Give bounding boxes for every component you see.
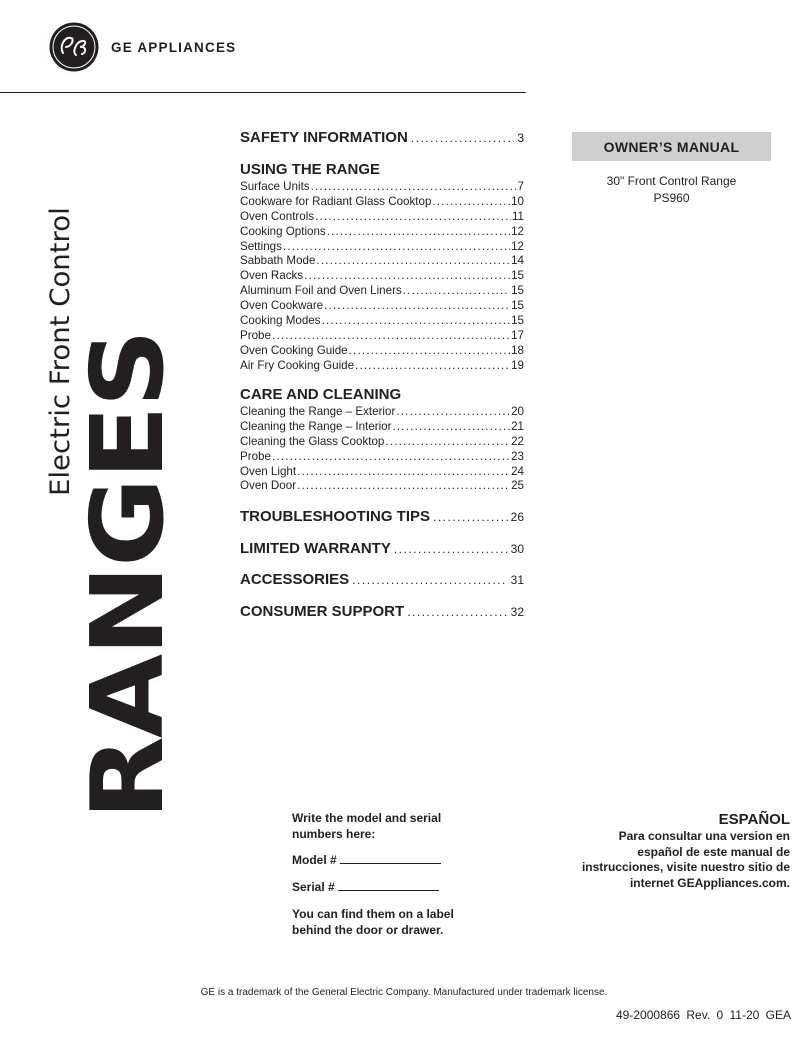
toc-page-number: 12 bbox=[511, 224, 524, 238]
toc-leader bbox=[392, 420, 510, 433]
toc-items-care-cleaning bbox=[240, 405, 524, 494]
toc-item-label: Cleaning the Range – Interior bbox=[240, 419, 392, 433]
toc-leader bbox=[272, 450, 510, 463]
toc-item-label: Cooking Modes bbox=[240, 314, 321, 328]
toc-page-number: 30 bbox=[510, 542, 524, 556]
toc-item[interactable] bbox=[240, 269, 524, 284]
toc-item[interactable] bbox=[240, 240, 524, 255]
espanol-line: instrucciones, visite nuestro sitio de bbox=[581, 860, 790, 874]
toc-section-consumer-support[interactable] bbox=[240, 603, 524, 620]
espanol-body bbox=[550, 829, 790, 891]
toc-section-accessories[interactable] bbox=[240, 571, 524, 588]
ge-logo bbox=[49, 22, 99, 72]
serial-number-field bbox=[292, 880, 439, 894]
toc-leader bbox=[349, 344, 510, 357]
toc-item-label: Probe bbox=[240, 328, 271, 342]
toc-section-care-cleaning[interactable]: CARE AND CLEANING bbox=[240, 386, 402, 403]
toc-leader bbox=[407, 605, 507, 619]
trademark-notice: GE is a trademark of the General Electric Company. Manufactured under trademark license. bbox=[200, 987, 608, 998]
toc-page-number: 17 bbox=[511, 328, 524, 342]
toc-page-number: 22 bbox=[511, 434, 524, 448]
toc-item[interactable] bbox=[240, 314, 524, 329]
toc-page-number: 26 bbox=[510, 510, 524, 524]
toc-page-number: 10 bbox=[511, 194, 524, 208]
toc-page-number: 25 bbox=[511, 479, 524, 493]
brand-name: GE APPLIANCES bbox=[111, 40, 237, 55]
document-number: 49-2000866 Rev. 0 11-20 GEA bbox=[616, 1008, 791, 1022]
toc-page-number: 15 bbox=[511, 269, 524, 283]
cover-subtitle: Electric Front Control bbox=[45, 207, 76, 496]
toc-leader bbox=[272, 329, 510, 342]
toc-leader bbox=[385, 435, 510, 448]
record-note-line: You can find them on a label bbox=[292, 907, 454, 921]
toc-section-title: CONSUMER SUPPORT bbox=[240, 603, 405, 620]
toc-page-number: 31 bbox=[510, 573, 524, 587]
toc-page-number: 32 bbox=[510, 605, 524, 619]
model-number-field bbox=[292, 853, 441, 867]
toc-page-number: 14 bbox=[511, 254, 524, 268]
toc-item-label: Oven Cooking Guide bbox=[240, 343, 348, 357]
toc-section-title: LIMITED WARRANTY bbox=[240, 540, 391, 557]
toc-item[interactable] bbox=[240, 195, 524, 210]
toc-item[interactable] bbox=[240, 405, 524, 420]
record-intro-line: Write the model and serial bbox=[292, 811, 442, 825]
toc-item[interactable] bbox=[240, 225, 524, 240]
product-line: 30" Front Control Range bbox=[606, 174, 737, 188]
toc-leader bbox=[322, 314, 511, 327]
toc-section-title: ACCESSORIES bbox=[240, 571, 350, 588]
toc-item-label: Settings bbox=[240, 239, 282, 253]
toc-leader bbox=[283, 240, 510, 253]
toc-item[interactable] bbox=[240, 210, 524, 225]
toc-leader bbox=[355, 359, 510, 372]
espanol-line: Para consultar una version en bbox=[618, 829, 790, 843]
toc-item[interactable] bbox=[240, 329, 524, 344]
toc-leader bbox=[324, 299, 510, 312]
toc-page-number: 19 bbox=[511, 358, 524, 372]
toc-item-label: Cleaning the Range – Exterior bbox=[240, 405, 396, 418]
record-intro-line: numbers here: bbox=[292, 826, 376, 841]
toc-leader bbox=[394, 542, 508, 556]
toc-item[interactable] bbox=[240, 180, 524, 195]
toc-page-number: 11 bbox=[511, 209, 524, 223]
toc-item[interactable] bbox=[240, 450, 524, 465]
toc-section-safety[interactable] bbox=[240, 129, 524, 146]
model-label: Model # bbox=[292, 853, 337, 867]
model-number: PS960 bbox=[653, 191, 690, 205]
toc-leader bbox=[352, 573, 507, 587]
toc-leader bbox=[304, 269, 510, 282]
toc-item-label: Oven Door bbox=[240, 479, 297, 493]
toc-item-label: Cleaning the Glass Cooktop bbox=[240, 434, 385, 448]
toc-item-label: Air Fry Cooking Guide bbox=[240, 358, 355, 372]
toc-item[interactable] bbox=[240, 344, 524, 359]
serial-label: Serial # bbox=[292, 880, 335, 894]
toc-section-title: TROUBLESHOOTING TIPS bbox=[240, 508, 431, 525]
toc-item[interactable] bbox=[240, 284, 524, 299]
toc-page-number: 15 bbox=[511, 299, 524, 313]
toc-leader bbox=[396, 405, 510, 418]
toc-item-label: Surface Units bbox=[240, 180, 310, 193]
model-blank-line bbox=[340, 853, 441, 864]
toc-page-number: 3 bbox=[517, 131, 524, 145]
toc-leader bbox=[403, 284, 510, 297]
toc-page-number: 24 bbox=[511, 464, 524, 478]
toc-item-label: Sabbath Mode bbox=[240, 254, 316, 268]
toc-page-number: 18 bbox=[511, 343, 524, 357]
toc-leader bbox=[297, 479, 510, 492]
toc-item-label: Probe bbox=[240, 449, 271, 463]
toc-page-number: 7 bbox=[517, 180, 524, 193]
owners-manual-badge: OWNER’S MANUAL bbox=[572, 132, 771, 161]
toc-page-number: 20 bbox=[511, 405, 524, 418]
cover-title: RANGES bbox=[69, 331, 186, 820]
product-description bbox=[572, 173, 771, 207]
toc-item[interactable] bbox=[240, 465, 524, 480]
toc-item[interactable] bbox=[240, 254, 524, 269]
toc-section-warranty[interactable] bbox=[240, 540, 524, 557]
toc-leader bbox=[316, 254, 510, 267]
header-divider bbox=[0, 92, 526, 93]
toc-leader bbox=[433, 510, 508, 524]
espanol-title: ESPAÑOL bbox=[718, 811, 790, 828]
record-instructions bbox=[292, 811, 441, 842]
toc-page-number: 15 bbox=[511, 314, 524, 328]
toc-item-label: Cooking Options bbox=[240, 224, 326, 238]
toc-leader bbox=[432, 195, 510, 208]
toc-leader bbox=[311, 180, 517, 193]
toc-leader bbox=[315, 210, 511, 223]
toc-page-number: 15 bbox=[511, 284, 524, 298]
toc-item[interactable] bbox=[240, 435, 524, 450]
record-note bbox=[292, 907, 454, 938]
toc-item[interactable] bbox=[240, 359, 524, 374]
toc-item-label: Oven Controls bbox=[240, 209, 315, 223]
toc-item-label: Oven Cookware bbox=[240, 299, 324, 313]
toc-leader bbox=[411, 131, 515, 145]
toc-item[interactable] bbox=[240, 420, 524, 435]
toc-leader bbox=[327, 225, 510, 238]
toc-section-title: SAFETY INFORMATION bbox=[240, 129, 408, 146]
toc-item-label: Aluminum Foil and Oven Liners bbox=[240, 284, 402, 298]
toc-items-using-range bbox=[240, 180, 524, 374]
espanol-line: internet GEAppliances.com. bbox=[629, 875, 790, 890]
toc-item-label: Oven Light bbox=[240, 464, 297, 478]
serial-blank-line bbox=[338, 880, 439, 891]
toc-section-troubleshooting[interactable] bbox=[240, 508, 524, 525]
espanol-line: español de este manual de bbox=[637, 844, 790, 859]
toc-page-number: 23 bbox=[511, 449, 524, 463]
record-note-line: behind the door or drawer. bbox=[292, 922, 444, 937]
toc-page-number: 21 bbox=[511, 419, 524, 433]
toc-page-number: 12 bbox=[511, 239, 524, 253]
toc-section-using-range[interactable]: USING THE RANGE bbox=[240, 161, 381, 178]
toc-leader bbox=[297, 465, 510, 478]
toc-item-label: Cookware for Radiant Glass Cooktop bbox=[240, 194, 432, 208]
toc-item[interactable] bbox=[240, 299, 524, 314]
toc-item[interactable] bbox=[240, 479, 524, 494]
toc-item-label: Oven Racks bbox=[240, 269, 304, 283]
